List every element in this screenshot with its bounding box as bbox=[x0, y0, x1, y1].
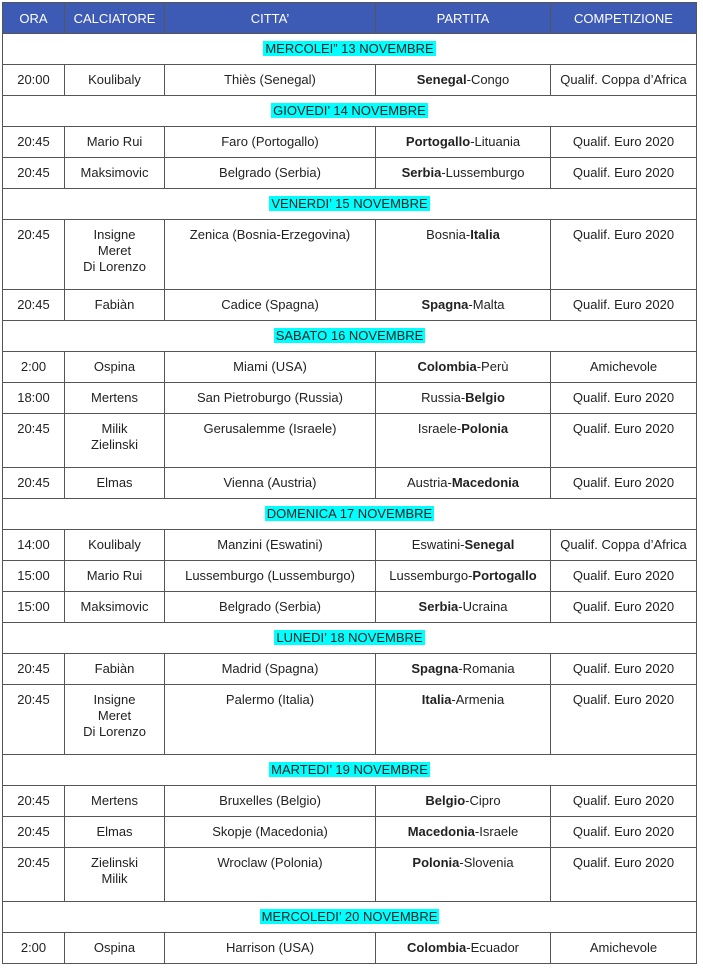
day-row bbox=[3, 755, 697, 786]
time-cell: 20:45 bbox=[3, 468, 65, 499]
day-cell bbox=[3, 189, 697, 220]
match-separator: - bbox=[468, 297, 473, 312]
city-cell: Madrid (Spagna) bbox=[165, 654, 376, 685]
player-name: Zielinski bbox=[91, 437, 138, 452]
header-partita: PARTITA bbox=[376, 3, 551, 34]
team-home: Bosnia bbox=[426, 227, 466, 242]
match-separator: - bbox=[465, 793, 470, 808]
table-row bbox=[3, 383, 697, 414]
player-name: Ospina bbox=[93, 940, 136, 955]
player-cell bbox=[65, 127, 165, 158]
time-cell: 20:45 bbox=[3, 414, 65, 468]
table-row bbox=[3, 530, 697, 561]
player-name: Maksimovic bbox=[80, 599, 149, 614]
day-label: MERCOLEDI’ 20 NOVEMBRE bbox=[261, 909, 438, 924]
day-label: MARTEDI’ 19 NOVEMBRE bbox=[271, 762, 428, 777]
match-separator: - bbox=[465, 227, 471, 242]
match-cell bbox=[376, 352, 551, 383]
player-name: Zielinski bbox=[91, 855, 138, 870]
header-competizione: COMPETIZIONE bbox=[551, 3, 697, 34]
time-cell: 20:45 bbox=[3, 158, 65, 189]
team-away: Malta bbox=[472, 297, 505, 312]
player-cell bbox=[65, 561, 165, 592]
table-row bbox=[3, 685, 697, 755]
player-name: Mario Rui bbox=[86, 568, 143, 583]
player-cell bbox=[65, 933, 165, 964]
match-cell bbox=[376, 468, 551, 499]
match-separator: - bbox=[468, 568, 473, 583]
header-citta: CITTA’ bbox=[165, 3, 376, 34]
day-cell bbox=[3, 499, 697, 530]
team-home: Colombia bbox=[407, 940, 467, 955]
match-cell bbox=[376, 65, 551, 96]
time-cell: 20:00 bbox=[3, 65, 65, 96]
match-cell bbox=[376, 290, 551, 321]
player-cell bbox=[65, 654, 165, 685]
table-row bbox=[3, 654, 697, 685]
competition-cell: Qualif. Euro 2020 bbox=[551, 158, 697, 189]
competition-cell: Qualif. Euro 2020 bbox=[551, 592, 697, 623]
competition-cell: Qualif. Euro 2020 bbox=[551, 468, 697, 499]
team-home: Spagna bbox=[411, 661, 459, 676]
table-row bbox=[3, 65, 697, 96]
table-row bbox=[3, 848, 697, 902]
player-cell bbox=[65, 158, 165, 189]
team-home: Italia bbox=[421, 692, 452, 707]
player-name: Mertens bbox=[91, 793, 138, 808]
match-separator: - bbox=[451, 692, 456, 707]
match-separator: - bbox=[447, 475, 452, 490]
schedule-table bbox=[2, 2, 697, 964]
player-cell bbox=[65, 352, 165, 383]
table-row bbox=[3, 817, 697, 848]
city-cell: Lussemburgo (Lussemburgo) bbox=[165, 561, 376, 592]
team-away: Perù bbox=[481, 359, 509, 374]
match-cell bbox=[376, 220, 551, 290]
match-separator: - bbox=[460, 390, 466, 405]
competition-cell: Qualif. Euro 2020 bbox=[551, 786, 697, 817]
time-cell: 20:45 bbox=[3, 127, 65, 158]
competition-cell: Qualif. Euro 2020 bbox=[551, 848, 697, 902]
day-row bbox=[3, 321, 697, 352]
competition-cell: Qualif. Coppa d’Africa bbox=[551, 65, 697, 96]
competition-cell: Amichevole bbox=[551, 352, 697, 383]
competition-cell: Qualif. Coppa d’Africa bbox=[551, 530, 697, 561]
team-home: Eswatini bbox=[411, 537, 461, 552]
table-row bbox=[3, 561, 697, 592]
header-row bbox=[3, 3, 697, 34]
time-cell: 20:45 bbox=[3, 685, 65, 755]
day-cell bbox=[3, 96, 697, 127]
day-row bbox=[3, 96, 697, 127]
player-name: Meret bbox=[97, 243, 132, 258]
day-label: LUNEDI’ 18 NOVEMBRE bbox=[276, 630, 423, 645]
table-row bbox=[3, 786, 697, 817]
player-cell bbox=[65, 685, 165, 755]
player-name: Insigne bbox=[93, 692, 136, 707]
match-separator: - bbox=[458, 599, 463, 614]
city-cell: Palermo (Italia) bbox=[165, 685, 376, 755]
match-cell bbox=[376, 592, 551, 623]
competition-cell: Qualif. Euro 2020 bbox=[551, 654, 697, 685]
player-cell bbox=[65, 786, 165, 817]
day-row bbox=[3, 34, 697, 65]
city-cell: Skopje (Macedonia) bbox=[165, 817, 376, 848]
team-away: Lussemburgo bbox=[445, 165, 525, 180]
player-name: Milik bbox=[101, 421, 128, 436]
day-label: DOMENICA 17 NOVEMBRE bbox=[266, 506, 433, 521]
table-row bbox=[3, 592, 697, 623]
day-row bbox=[3, 902, 697, 933]
table-row bbox=[3, 352, 697, 383]
time-cell: 20:45 bbox=[3, 848, 65, 902]
match-cell bbox=[376, 158, 551, 189]
table-row bbox=[3, 933, 697, 964]
player-cell bbox=[65, 220, 165, 290]
player-name: Mario Rui bbox=[86, 134, 143, 149]
competition-cell: Qualif. Euro 2020 bbox=[551, 561, 697, 592]
match-separator: - bbox=[466, 72, 471, 87]
day-row bbox=[3, 623, 697, 654]
match-cell bbox=[376, 685, 551, 755]
table-row bbox=[3, 158, 697, 189]
city-cell: Miami (USA) bbox=[165, 352, 376, 383]
city-cell: Cadice (Spagna) bbox=[165, 290, 376, 321]
player-cell bbox=[65, 290, 165, 321]
city-cell: San Pietroburgo (Russia) bbox=[165, 383, 376, 414]
team-home: Serbia bbox=[418, 599, 459, 614]
city-cell: Vienna (Austria) bbox=[165, 468, 376, 499]
player-cell bbox=[65, 414, 165, 468]
team-home: Senegal bbox=[416, 72, 467, 87]
table-row bbox=[3, 414, 697, 468]
player-name: Koulibaly bbox=[88, 537, 141, 552]
player-cell bbox=[65, 817, 165, 848]
match-cell bbox=[376, 933, 551, 964]
player-name: Maksimovic bbox=[80, 165, 149, 180]
player-name: Meret bbox=[97, 708, 132, 723]
team-away: Congo bbox=[470, 72, 510, 87]
competition-cell: Qualif. Euro 2020 bbox=[551, 290, 697, 321]
player-cell bbox=[65, 65, 165, 96]
competition-cell: Qualif. Euro 2020 bbox=[551, 220, 697, 290]
player-name: Di Lorenzo bbox=[83, 724, 146, 739]
team-away: Lituania bbox=[474, 134, 521, 149]
player-cell bbox=[65, 592, 165, 623]
day-row bbox=[3, 499, 697, 530]
day-label: SABATO 16 NOVEMBRE bbox=[275, 328, 424, 343]
city-cell: Zenica (Bosnia-Erzegovina) bbox=[165, 220, 376, 290]
team-away: Italia bbox=[470, 227, 500, 242]
table-row bbox=[3, 220, 697, 290]
player-name: Elmas bbox=[96, 824, 133, 839]
team-home: Colombia bbox=[417, 359, 477, 374]
time-cell: 2:00 bbox=[3, 933, 65, 964]
player-name: Fabiàn bbox=[94, 661, 135, 676]
team-home: Portogallo bbox=[405, 134, 471, 149]
match-separator: - bbox=[466, 940, 471, 955]
match-separator: - bbox=[460, 537, 465, 552]
time-cell: 20:45 bbox=[3, 290, 65, 321]
team-away: Ucraina bbox=[462, 599, 508, 614]
day-label: VENERDI’ 15 NOVEMBRE bbox=[271, 196, 428, 211]
player-name: Di Lorenzo bbox=[83, 259, 146, 274]
time-cell: 2:00 bbox=[3, 352, 65, 383]
team-away: Ecuador bbox=[470, 940, 519, 955]
time-cell: 15:00 bbox=[3, 592, 65, 623]
time-cell: 15:00 bbox=[3, 561, 65, 592]
player-name: Elmas bbox=[96, 475, 133, 490]
header-ora: ORA bbox=[3, 3, 65, 34]
match-separator: - bbox=[441, 165, 446, 180]
day-row bbox=[3, 189, 697, 220]
competition-cell: Qualif. Euro 2020 bbox=[551, 414, 697, 468]
time-cell: 20:45 bbox=[3, 786, 65, 817]
table-row bbox=[3, 290, 697, 321]
day-cell bbox=[3, 755, 697, 786]
team-home: Lussemburgo bbox=[389, 568, 469, 583]
player-name: Ospina bbox=[93, 359, 136, 374]
table-row bbox=[3, 127, 697, 158]
match-separator: - bbox=[459, 855, 464, 870]
match-cell bbox=[376, 786, 551, 817]
team-home: Serbia bbox=[401, 165, 442, 180]
match-cell bbox=[376, 848, 551, 902]
competition-cell: Qualif. Euro 2020 bbox=[551, 127, 697, 158]
team-away: Macedonia bbox=[451, 475, 519, 490]
competition-cell: Qualif. Euro 2020 bbox=[551, 685, 697, 755]
day-label: GIOVEDI’ 14 NOVEMBRE bbox=[273, 103, 426, 118]
match-separator: - bbox=[470, 134, 475, 149]
city-cell: Harrison (USA) bbox=[165, 933, 376, 964]
table-row bbox=[3, 468, 697, 499]
city-cell: Bruxelles (Belgio) bbox=[165, 786, 376, 817]
header-calciatore: CALCIATORE bbox=[65, 3, 165, 34]
match-separator: - bbox=[476, 359, 482, 374]
player-name: Milik bbox=[101, 871, 128, 886]
team-away: Senegal bbox=[464, 537, 515, 552]
match-cell bbox=[376, 817, 551, 848]
team-home: Polonia bbox=[412, 855, 460, 870]
match-cell bbox=[376, 654, 551, 685]
match-separator: - bbox=[456, 421, 462, 436]
day-cell bbox=[3, 902, 697, 933]
match-cell bbox=[376, 530, 551, 561]
team-home: Belgio bbox=[425, 793, 466, 808]
match-separator: - bbox=[474, 824, 480, 839]
city-cell: Belgrado (Serbia) bbox=[165, 592, 376, 623]
team-home: Austria bbox=[407, 475, 448, 490]
competition-cell: Qualif. Euro 2020 bbox=[551, 817, 697, 848]
team-away: Portogallo bbox=[472, 568, 537, 583]
team-away: Cipro bbox=[469, 793, 501, 808]
competition-cell: Amichevole bbox=[551, 933, 697, 964]
city-cell: Belgrado (Serbia) bbox=[165, 158, 376, 189]
team-home: Russia bbox=[421, 390, 461, 405]
player-cell bbox=[65, 848, 165, 902]
team-away: Polonia bbox=[461, 421, 509, 436]
day-cell bbox=[3, 623, 697, 654]
team-home: Spagna bbox=[421, 297, 469, 312]
team-home: Macedonia bbox=[407, 824, 475, 839]
time-cell: 20:45 bbox=[3, 654, 65, 685]
player-name: Mertens bbox=[91, 390, 138, 405]
time-cell: 20:45 bbox=[3, 817, 65, 848]
team-away: Armenia bbox=[455, 692, 505, 707]
player-cell bbox=[65, 383, 165, 414]
player-name: Fabiàn bbox=[94, 297, 135, 312]
day-label: MERCOLEI” 13 NOVEMBRE bbox=[265, 41, 434, 56]
player-name: Insigne bbox=[93, 227, 136, 242]
schedule-body bbox=[3, 34, 697, 964]
team-home: Israele bbox=[417, 421, 457, 436]
player-cell bbox=[65, 468, 165, 499]
city-cell: Wroclaw (Polonia) bbox=[165, 848, 376, 902]
city-cell: Faro (Portogallo) bbox=[165, 127, 376, 158]
time-cell: 18:00 bbox=[3, 383, 65, 414]
team-away: Romania bbox=[462, 661, 515, 676]
team-away: Belgio bbox=[465, 390, 505, 405]
day-cell bbox=[3, 34, 697, 65]
city-cell: Manzini (Eswatini) bbox=[165, 530, 376, 561]
time-cell: 14:00 bbox=[3, 530, 65, 561]
player-cell bbox=[65, 530, 165, 561]
match-cell bbox=[376, 561, 551, 592]
city-cell: Gerusalemme (Israele) bbox=[165, 414, 376, 468]
time-cell: 20:45 bbox=[3, 220, 65, 290]
player-name: Koulibaly bbox=[88, 72, 141, 87]
competition-cell: Qualif. Euro 2020 bbox=[551, 383, 697, 414]
match-separator: - bbox=[458, 661, 463, 676]
match-cell bbox=[376, 127, 551, 158]
match-cell bbox=[376, 383, 551, 414]
city-cell: Thiès (Senegal) bbox=[165, 65, 376, 96]
team-away: Slovenia bbox=[463, 855, 514, 870]
team-away: Israele bbox=[479, 824, 519, 839]
match-cell bbox=[376, 414, 551, 468]
day-cell bbox=[3, 321, 697, 352]
